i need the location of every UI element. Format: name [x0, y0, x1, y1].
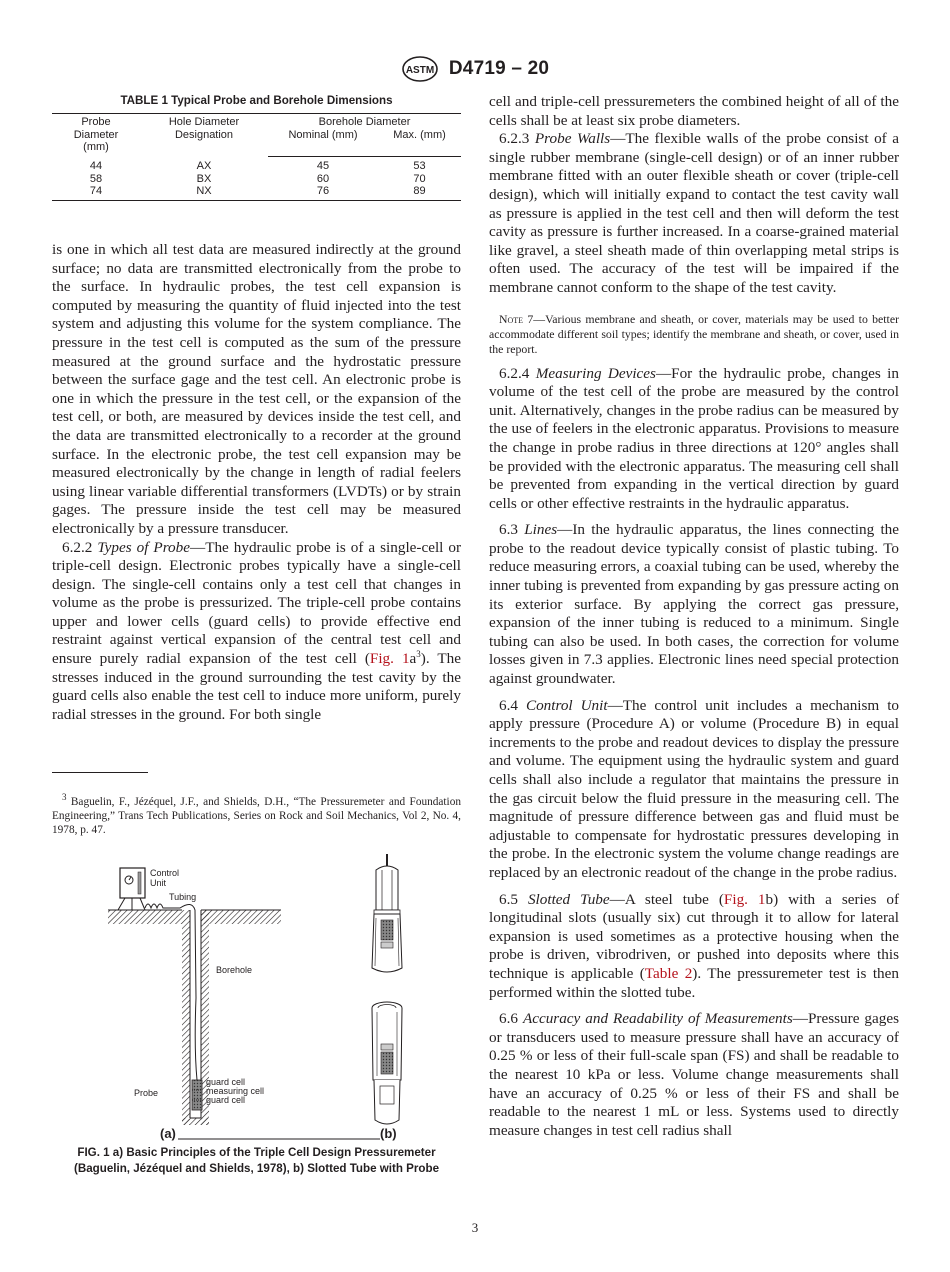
- note-7: [489, 312, 899, 357]
- section-text: —The flexible walls of the probe consist of a single rubber membrane (single-cell design) or of an inner rubber membrane fitted with an outer flexible sheath or cover (triple-cell design), which will initially expand to contact the test cavity wall as pressure is applied in the test cell and then will deform the test cavity as pressure is further increased. In a coarse-grained material like gravel, a steel sheath made of thin overlapping metal strips is often used. The accuracy of the test will be impaired if the membrane cannot conform to the shape of the test cavity.: [489, 130, 899, 296]
- table-header: [52, 114, 461, 160]
- note-label: Note 7: [499, 311, 534, 326]
- fig-1-link[interactable]: Fig. 1: [369, 650, 410, 668]
- astm-logo-icon: [401, 56, 439, 82]
- section-6-4: [489, 697, 899, 883]
- cell-max: 70: [413, 172, 426, 185]
- cell-max: 89: [413, 185, 426, 198]
- col-header-hole-designation: [140, 116, 268, 141]
- svg-text:Probe: Probe: [134, 1088, 159, 1098]
- svg-text:guard cell: guard cell: [206, 1095, 246, 1105]
- section-text: ). The stresses induced in the ground surrounding the test cavity by the guard cells also enable the test cell to induce more uniform, purely radial stresses in the ground. For both single: [52, 650, 461, 723]
- page-header: [0, 56, 950, 82]
- header-line: Hole Diameter: [168, 116, 240, 128]
- svg-text:guard cell: guard cell: [206, 1077, 246, 1087]
- col-group-borehole-diameter: Borehole Diameter: [318, 116, 411, 128]
- section-text: —In the hydraulic apparatus, the lines connecting the probe to the readout device typically consist of plastic tubing. To reduce measuring errors, a coaxial tubing can be used, whereby the inner tubing is prevented from expanding by gas pressure acting on its exterior surface. By applying the correct gas pressure, expansion of the inner tubing is reduced to a minimum. Single tubing can also be used. In both cases, the correction for volume losses given in 7.3 applies. Electronic lines need special protection against groundwater.: [489, 521, 899, 688]
- section-title: Slotted Tube: [527, 890, 610, 908]
- svg-text:Control: Control: [150, 868, 180, 878]
- cell-designation: AX: [196, 160, 212, 172]
- section-number: 6.5: [499, 890, 528, 908]
- cell-designation: NX: [196, 185, 212, 198]
- section-title: Accuracy and Readability of Measurements: [522, 1010, 793, 1028]
- col-header-probe-diameter: [52, 116, 140, 154]
- panel-a: [108, 868, 380, 1141]
- section-6-5: [489, 891, 899, 1003]
- figure-caption: FIG. 1 a) Basic Principles of the Triple Cell Design Pressuremeter (Baguelin, Jézéquel and Shields, 1978), b) Slotted Tube with Probe: [73, 1146, 440, 1175]
- section-number: 6.3: [499, 521, 525, 539]
- svg-text:Unit: Unit: [150, 878, 167, 888]
- section-6-6: [489, 1010, 899, 1140]
- page-number: 3: [471, 1220, 479, 1235]
- col-header-max: Max. (mm): [393, 129, 446, 141]
- header-line: Diameter: [73, 128, 119, 141]
- table-row: [52, 173, 461, 186]
- probe-dimensions-table: [52, 113, 461, 201]
- note-text: —Various membrane and sheath, or cover, materials may be used to better accommodate different soil types; identify the membrane and sheath, or cover, used in the report.: [489, 311, 899, 356]
- section-text: —For the hydraulic probe, changes in volume of the test cell of the probe are measured by the control unit. Alternatively, changes in the probe radius can be measured by the use of feelers in the electronic apparatus. Provisions to measure the change in probe radius in three directions at 120° angles shall be provided with the electronic apparatus. The measuring cell shall be prevented from expanding in the vertical direction by guard cells or other effective restraints in the hydraulic apparatus.: [489, 364, 899, 512]
- table-row: [52, 185, 461, 198]
- svg-text:Borehole: Borehole: [216, 965, 253, 975]
- svg-text:Tubing: Tubing: [169, 892, 197, 902]
- cell-max: 53: [413, 160, 426, 172]
- section-number: 6.2.4: [499, 364, 536, 382]
- table-title: TABLE 1 Typical Probe and Borehole Dimensions: [120, 94, 393, 107]
- header-line: Probe: [81, 116, 111, 128]
- cell-probe: 74: [89, 185, 103, 198]
- header-line: (mm): [83, 141, 109, 154]
- section-text: —The hydraulic probe is of a single-cell or triple-cell design. Electronic probes typically have a single-cell design. The single-cell contains only a test cell that changes in volume as the probe is pressurized. The triple-cell probe contains upper and lower cells (guard cells) to provide effective end restraint against vertical expansion of the central test cell and ensure purely radial expansion of the test cell (: [52, 538, 462, 668]
- footnote-divider: [52, 772, 148, 773]
- pressuremeter-diagram-icon: [70, 848, 450, 1143]
- footnote-text: Baguelin, F., Jézéquel, J.F., and Shields, D.H., “The Pressuremeter and Foundation Engineering,” Trans Tech Publications, Series on Rock and Soil Mechanics, Vol 2, No. 4, 1978, p. 47.: [52, 796, 461, 837]
- footnote-marker: 3: [62, 792, 67, 803]
- cell-probe: 58: [89, 172, 103, 185]
- section-number: 6.2.2: [62, 538, 98, 556]
- section-number: 6.2.3: [499, 130, 535, 148]
- cell-designation: BX: [196, 172, 212, 185]
- section-title: Types of Probe: [97, 538, 190, 556]
- header-divider: [268, 156, 461, 157]
- section-title: Lines: [524, 521, 558, 539]
- section-title: Probe Walls: [534, 130, 611, 148]
- section-text: a: [409, 650, 417, 668]
- section-number: 6.4: [499, 696, 526, 714]
- section-number: 6.6: [499, 1010, 523, 1028]
- figure-1: [70, 848, 450, 1143]
- section-6-2-3: [489, 130, 899, 297]
- fig-1-link[interactable]: Fig. 1: [723, 890, 766, 908]
- footnote-ref[interactable]: 3: [416, 649, 421, 659]
- section-title: Measuring Devices: [535, 364, 656, 382]
- panel-b: [372, 854, 402, 1141]
- header-line: Designation: [174, 128, 234, 141]
- cell-nominal: 45: [316, 160, 330, 172]
- paragraph-probe-types-intro: is one in which all test data are measured indirectly at the ground surface; no data are transmitted electronically from the probe to the surface. In hydraulic probes, the test cell expansion is computed by measuring the quantity of fluid injected into the test system and adjusting this volume for the system compliance. The pressure in the test cell is computed as the sum of the pressure measured at the ground surface and the hydrostatic pressure between the surface gage and the test cell. An electronic probe is one in which the pressure in the test cell, or the expansion of the test cell, or both, are measured by devices inside the test cell, and the data are transmitted electronically to a recorder at the ground surface. In the electronic probe, the test cell expansion may be measured electronically by the change in length of radial feelers using linear variable differential transformers (LVDTs) or by strain gages. The pressure inside the test cell may be measured electronically by a pressure transducer.: [52, 241, 461, 537]
- section-title: Control Unit: [525, 696, 608, 714]
- section-text: b) with a series of longitudinal slots (usually six) cut through it to allow for lateral expansion is used sometimes as a protective housing when the probe is driven, vibrodriven, or pushed into deposits where this technique is applicable (: [489, 890, 900, 982]
- cell-nominal: 76: [316, 185, 330, 198]
- section-6-2-4: [489, 365, 899, 514]
- section-6-2-2: [52, 539, 461, 725]
- col-header-nominal: Nominal (mm): [288, 129, 358, 141]
- section-6-3: [489, 521, 899, 688]
- table-row: [52, 160, 461, 173]
- section-text: —The control unit includes a mechanism to apply pressure (Procedure A) or volume (Procedure B) in equal increments to the probe and readout devices to display the pressure and volume. The equipment using the hydraulic system and guard cells shall also include a regulator that maintains the pressure in the gas circuit below the fluid pressure in the measuring cell. The magnitude of pressure difference between gas and fluid must be adjustable to compensate for hydrostatic pressures developing in the probe. In the electronic system the volume change readings are replaced by an electronic readout of the change in the probe radius.: [489, 696, 900, 881]
- svg-text:(a): (a): [160, 1126, 176, 1141]
- paragraph-continued: cell and triple-cell pressuremeters the combined height of all of the cells shall be at least six probe diameters.: [489, 93, 899, 129]
- document-id: D4719 – 20: [448, 58, 550, 79]
- section-text: —Pressure gages or transducers used to measure pressure shall have an accuracy of 0.25 % or less of their full-scale span (FS) and shall be readable to the nearest 10 kPa or less. Volume change measurements shall have an accuracy of 0.25 % or less of their FS and shall be readable to the nearest 1 mL or less. Systems used to directly measure changes in test cell radius shall: [489, 1010, 899, 1139]
- footnote-3: [52, 792, 461, 837]
- right-column: [489, 93, 899, 1140]
- svg-text:(b): (b): [380, 1126, 397, 1141]
- cell-probe: 44: [89, 160, 103, 172]
- section-text: ). The pressuremeter test is then performed within the slotted tube.: [489, 964, 899, 1001]
- section-text: —A steel tube (: [609, 890, 724, 908]
- svg-text:measuring cell: measuring cell: [206, 1086, 265, 1096]
- table-2-link[interactable]: Table 2: [644, 964, 693, 982]
- svg-text:ASTM: ASTM: [405, 65, 435, 76]
- cell-nominal: 60: [316, 172, 330, 185]
- left-column: [52, 241, 461, 724]
